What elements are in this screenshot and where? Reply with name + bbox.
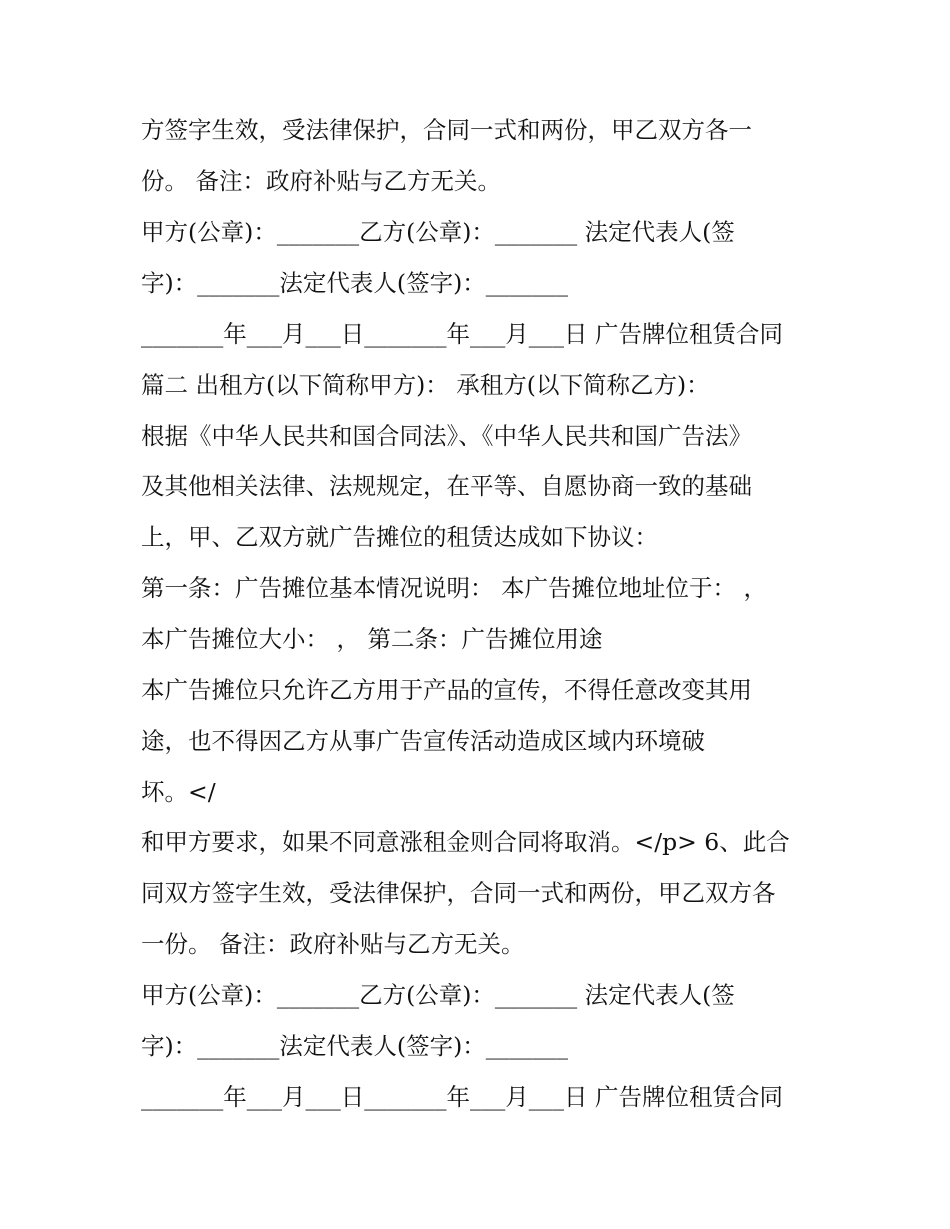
text-line: 同双方签字生效，受法律保护，合同一式和两份，甲乙双方各 <box>141 879 776 907</box>
text-line: 及其他相关法律、法规规定，在平等、自愿协商一致的基础 <box>141 472 752 500</box>
text-line: 甲方(公章)：_______乙方(公章)：_______ 法定代表人(签 <box>141 218 735 246</box>
text-line: 篇二 出租方(以下简称甲方)： 承租方(以下简称乙方)： <box>141 371 710 399</box>
text-line: 字)：_______法定代表人(签字)：_______ <box>141 269 569 297</box>
text-line: 和甲方要求，如果不同意涨租金则合同将取消。</p> 6、此合 <box>141 828 790 856</box>
text-line: 甲方(公章)：_______乙方(公章)：_______ 法定代表人(签 <box>141 981 735 1009</box>
text-line: 方签字生效，受法律保护，合同一式和两份，甲乙双方各一 <box>141 116 752 144</box>
text-line: 本广告摊位只允许乙方用于产品的宣传，不得任意改变其用 <box>141 676 752 704</box>
text-line: 途，也不得因乙方从事广告宣传活动造成区域内环境破 <box>141 727 705 755</box>
text-line: 份。 备注：政府补贴与乙方无关。 <box>141 167 501 195</box>
text-line: _______年___月___日_______年___月___日 广告牌位租赁合同 <box>141 1083 783 1111</box>
text-line: 上，甲、乙双方就广告摊位的租赁达成如下协议： <box>141 523 658 551</box>
text-line: 坏。</ <box>141 778 216 806</box>
text-line: 本广告摊位大小： ， 第二条：广告摊位用途 <box>141 625 603 653</box>
text-line: 一份。 备注：政府补贴与乙方无关。 <box>141 930 525 958</box>
text-line: 根据《中华人民共和国合同法》、《中华人民共和国广告法》 <box>141 422 752 450</box>
text-line: 第一条：广告摊位基本情况说明： 本广告摊位地址位于： ， <box>141 574 767 602</box>
text-line: 字)：_______法定代表人(签字)：_______ <box>141 1032 569 1060</box>
text-line: _______年___月___日_______年___月___日 广告牌位租赁合同 <box>141 320 783 348</box>
